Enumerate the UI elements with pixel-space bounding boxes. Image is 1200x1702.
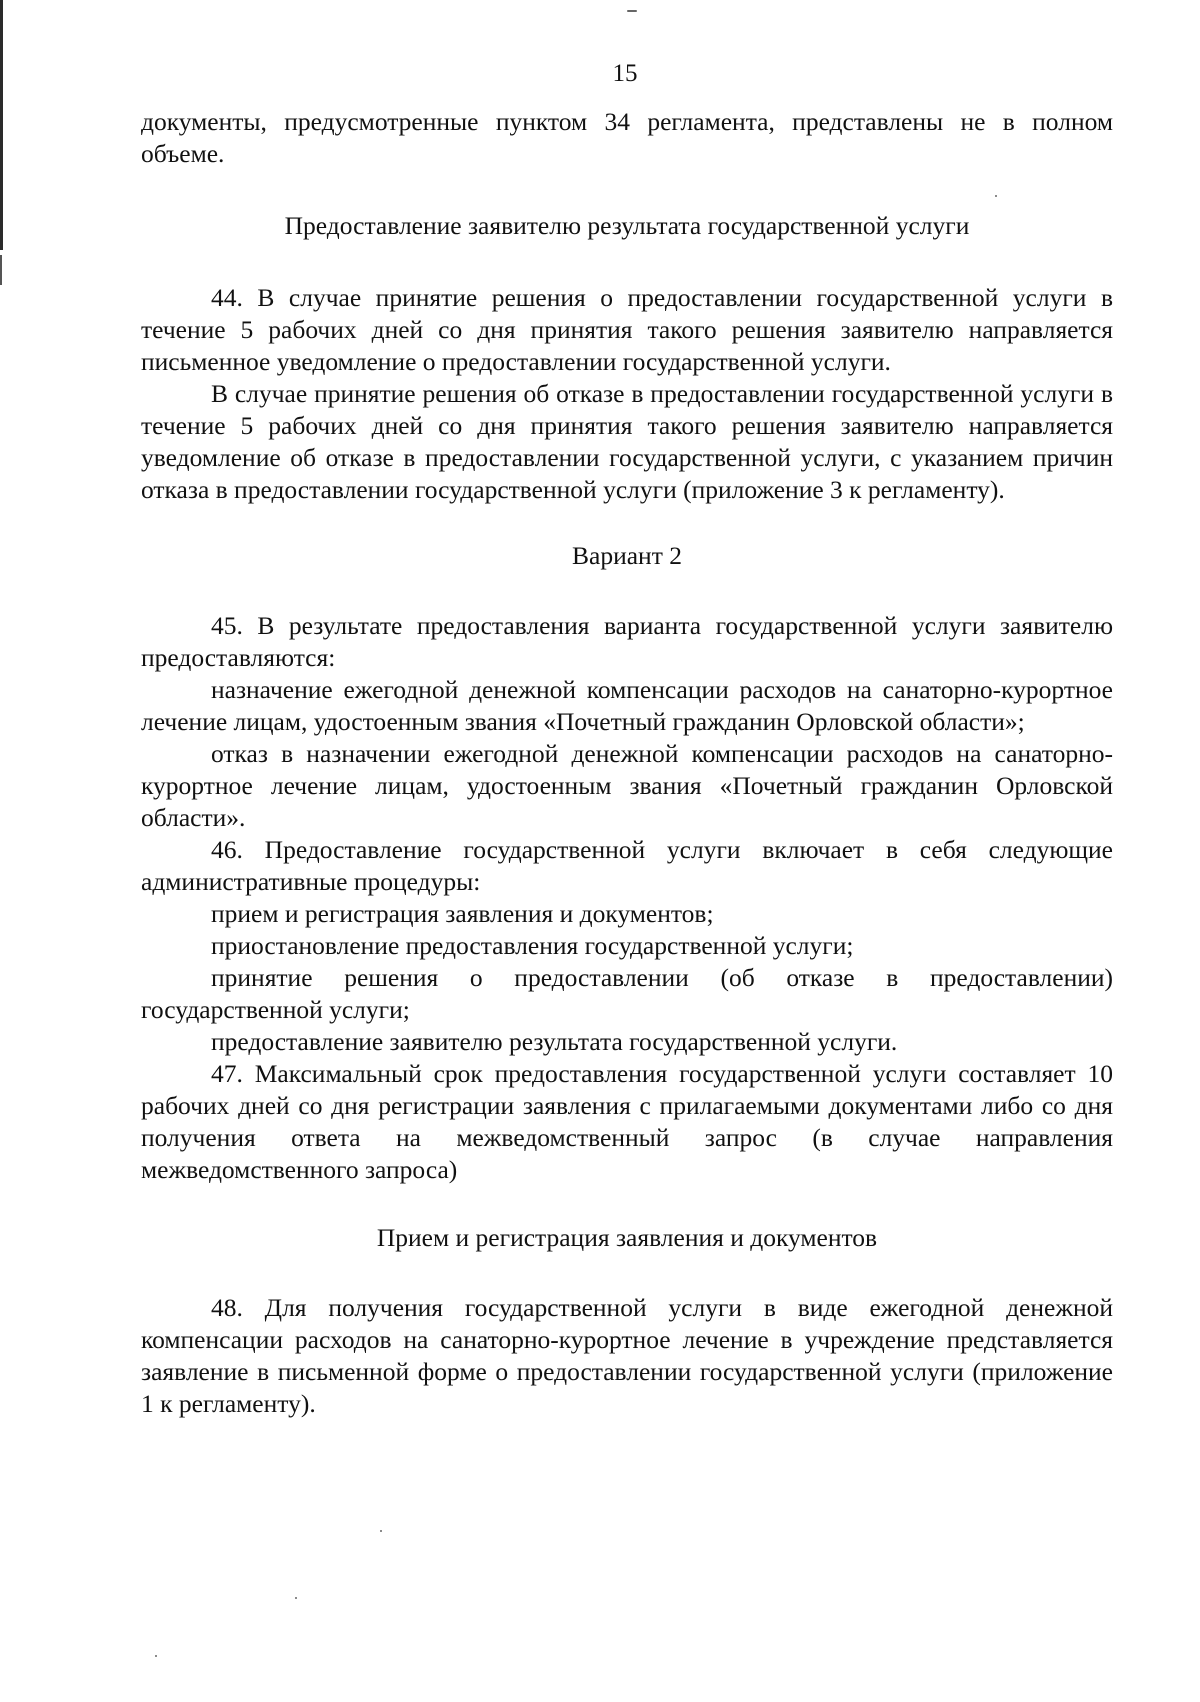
- paragraph: 47. Максимальный срок предоставления государственной услуги составляет 10 рабочих дней со дня регистрации заявления с прилагаемыми документами либо со дня получения ответа на межведомственный запрос (в случае направления межведомственного запроса): [141, 1059, 1113, 1184]
- paragraph: приостановление предоставления государственной услуги;: [211, 931, 854, 960]
- paragraph: предоставление заявителю результата государственной услуги.: [211, 1027, 898, 1056]
- section-heading: Вариант 2: [572, 541, 682, 570]
- scan-speck: [295, 1597, 297, 1599]
- paragraph: 44. В случае принятие решения о предоставлении государственной услуги в течение 5 рабочих дней со дня принятия такого решения заявителю направляется письменное уведомление о предоставлении государственной услуги.: [141, 283, 1113, 376]
- scan-speck: [155, 1655, 157, 1657]
- scan-speck: [380, 1530, 382, 1532]
- document-body: [141, 106, 1113, 1420]
- paragraph: отказ в назначении ежегодной денежной компенсации расходов на санаторно-курортное лечение лицам, удостоенным звания «Почетный гражданин Орловской области».: [141, 739, 1113, 832]
- paragraph: 48. Для получения государственной услуги в виде ежегодной денежной компенсации расходов на санаторно-курортное лечение в учреждение представляется заявление в письменной форме о предоставлении государственной услуги (приложение 1 к регламенту).: [141, 1293, 1113, 1418]
- paragraph: принятие решения о предоставлении (об отказе в предоставлении) государственной услуги;: [141, 963, 1113, 1024]
- scan-speck: [627, 10, 637, 12]
- page-number: 15: [612, 60, 638, 87]
- scan-edge-mark: [0, 0, 3, 250]
- section-heading: Предоставление заявителю результата государственной услуги: [284, 211, 970, 240]
- scan-edge-mark: [0, 255, 2, 285]
- paragraph: 45. В результате предоставления варианта государственной услуги заявителю предоставляются:: [141, 611, 1113, 672]
- paragraph: прием и регистрация заявления и документов;: [211, 899, 714, 928]
- paragraph: документы, предусмотренные пунктом 34 регламента, представлены не в полном объеме.: [141, 107, 1113, 168]
- paragraph: назначение ежегодной денежной компенсации расходов на санаторно-курортное лечение лицам, удостоенным звания «Почетный гражданин Орловской области»;: [141, 675, 1113, 736]
- paragraph: 46. Предоставление государственной услуги включает в себя следующие административные процедуры:: [141, 835, 1113, 896]
- section-heading: Прием и регистрация заявления и документов: [376, 1223, 878, 1252]
- paragraph: В случае принятие решения об отказе в предоставлении государственной услуги в течение 5 рабочих дней со дня принятия такого решения заявителю направляется уведомление об отказе в предоставлении государственной услуги, с указанием причин отказа в предоставлении государственной услуги (приложение 3 к регламенту).: [141, 379, 1113, 504]
